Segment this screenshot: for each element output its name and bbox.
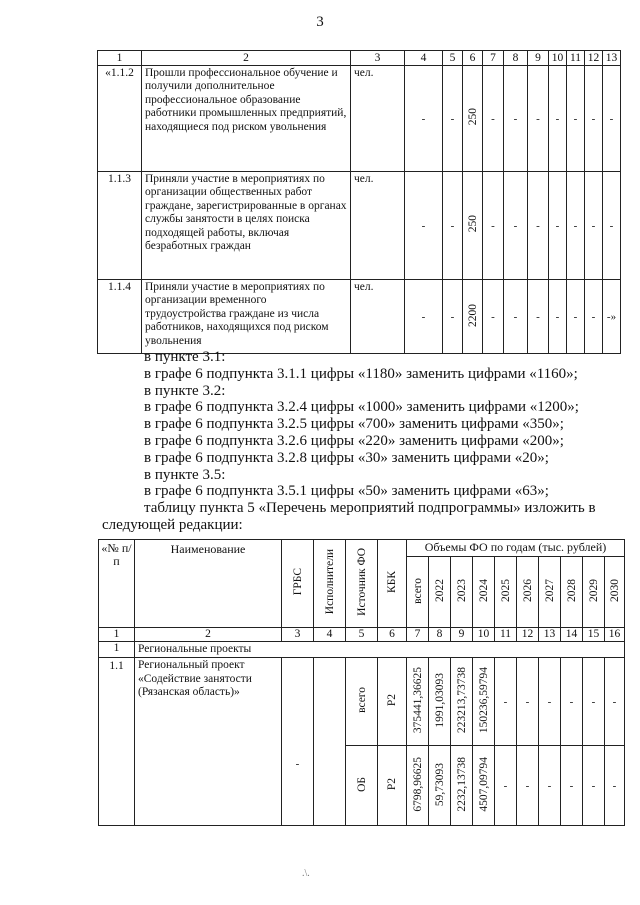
header-kbk: КБК [386,571,398,593]
column-number: 13 [603,51,621,66]
cell-value: - [603,172,621,280]
header-year: 2026 [521,579,534,602]
column-number: 1 [99,628,135,642]
header-year: всего [411,577,424,604]
column-number: 10 [473,628,495,642]
column-number: 6 [378,628,407,642]
column-number: 9 [451,628,473,642]
row-number: «1.1.2 [98,66,142,172]
unit: чел. [351,280,405,354]
row-number: 1.1 [99,658,135,826]
text-line: в графе 6 подпункта 3.2.6 цифры «220» заменить цифрами «200»; [144,432,564,449]
text-line: в графе 6 подпункта 3.2.8 цифры «30» заменить цифрами «20»; [144,449,549,466]
row-number: 1 [99,642,135,658]
header-year: 2029 [587,579,600,602]
cell-value: 250 [466,215,479,233]
header-executors: Исполнители [323,549,336,615]
table-row [99,642,625,658]
column-number: 12 [517,628,539,642]
column-number: 1 [98,51,142,66]
amount-2027: - [539,658,561,746]
amount-2030: - [605,746,625,826]
indicators-table [97,50,621,354]
cell-value: 250 [466,108,479,126]
page-number: 3 [316,14,324,30]
text-line: в пункте 3.2: [144,382,226,399]
table-row [98,280,621,354]
header-year: 2024 [477,579,490,602]
cell-value: - [585,280,603,354]
cell-value: - [528,280,549,354]
amount-total: 6798,96625 [411,757,424,812]
amount-2022: 59,73093 [433,762,446,806]
text-line: таблицу пункта 5 «Перечень мероприятий подпрограммы» изложить в [144,500,596,517]
cell-value: - [549,172,567,280]
cell-value: - [405,172,443,280]
cell-value: - [567,280,585,354]
cell-value: - [443,172,463,280]
cell-value: - [405,66,443,172]
cell-value: -» [603,280,621,354]
scan-mark: .\. [302,868,310,879]
measures-table [98,539,625,826]
column-number: 16 [605,628,625,642]
column-number: 4 [405,51,443,66]
source-value: ОБ [355,776,368,792]
unit: чел. [351,172,405,280]
amount-2024: 4507,09794 [477,757,490,812]
header-source: Источник ФО [355,548,368,616]
section-title: Региональные проекты [135,642,625,658]
text-line: в графе 6 подпункта 3.1.1 цифры «1180» заменить цифрами «1160»; [144,365,578,382]
table-row [99,658,625,746]
table-row [98,172,621,280]
amount-total: 375441,36625 [411,667,424,734]
project-name: Региональный проект «Содействие занятости (Рязанская область)» [135,658,282,826]
column-number: 6 [463,51,483,66]
amount-2023: 2232,13738 [455,757,468,812]
cell-value: - [443,66,463,172]
column-number: 5 [443,51,463,66]
cell-value: - [567,172,585,280]
column-number: 2 [142,51,351,66]
text-line: в графе 6 подпункта 3.5.1 цифры «50» заменить цифрами «63»; [144,483,549,500]
indicator-name: Приняли участие в мероприятиях по организации временного трудоустройства граждане из числа работников, находящихся под риском увольнения [142,280,351,354]
column-number: 11 [495,628,517,642]
column-number: 7 [483,51,504,66]
kbk-value: Р2 [386,778,398,791]
cell-value: - [549,280,567,354]
cell-value: - [483,280,504,354]
text-line: следующей редакции: [102,516,243,533]
amount-2025: - [495,658,517,746]
grbs-value: - [282,658,314,826]
cell-value: - [549,66,567,172]
cell-value: - [567,66,585,172]
header-year: 2022 [433,579,446,602]
unit: чел. [351,66,405,172]
header-volumes: Объемы ФО по годам (тыс. рублей) [407,540,625,557]
header-name: Наименование [135,540,282,628]
amount-2022: 1991,03093 [433,673,446,728]
column-number: 10 [549,51,567,66]
text-line: в графе 6 подпункта 3.2.5 цифры «700» заменить цифрами «350»; [144,416,564,433]
amount-2029: - [583,746,605,826]
column-number: 3 [351,51,405,66]
table-row [98,66,621,172]
indicator-name: Приняли участие в мероприятиях по организации общественных работ граждане, зарегистрированные в органах службы занятости в целях поиска подходящей работы, включая безработных граждан [142,172,351,280]
column-number: 5 [346,628,378,642]
cell-value: - [504,280,528,354]
text-line: в пункте 3.1: [144,349,226,365]
column-number: 14 [561,628,583,642]
amount-2026: - [517,746,539,826]
header-year: 2030 [608,579,621,602]
amount-2030: - [605,658,625,746]
amendment-text [102,349,622,534]
header-grbs: ГРБС [291,568,304,596]
cell-value: - [585,66,603,172]
kbk-value: Р2 [386,694,398,707]
column-number: 8 [429,628,451,642]
cell-value: - [603,66,621,172]
amount-2028: - [561,658,583,746]
amount-2024: 150236,59794 [477,667,490,734]
row-number: 1.1.4 [98,280,142,354]
cell-value: - [585,172,603,280]
row-number: 1.1.3 [98,172,142,280]
column-number: 3 [282,628,314,642]
column-numbers-row [99,628,625,642]
amount-2029: - [583,658,605,746]
text-line: в графе 6 подпункта 3.2.4 цифры «1000» заменить цифрами «1200»; [144,399,579,416]
header-num: «№ п/п [99,540,135,628]
cell-value: - [504,172,528,280]
column-number: 12 [585,51,603,66]
column-number: 7 [407,628,429,642]
header-year: 2027 [543,579,556,602]
cell-value: 2200 [466,303,479,327]
indicator-name: Прошли профессиональное обучение и получили дополнительное профессиональное образование работники промышленных предприятий, находящиеся под риском увольнения [142,66,351,172]
header-year: 2023 [455,579,468,602]
column-number: 9 [528,51,549,66]
table-header-row [98,51,621,66]
column-number: 13 [539,628,561,642]
cell-value: - [405,280,443,354]
amount-2028: - [561,746,583,826]
column-number: 8 [504,51,528,66]
header-year: 2025 [499,579,512,602]
amount-2025: - [495,746,517,826]
cell-value: - [528,66,549,172]
column-number: 2 [135,628,282,642]
cell-value: - [483,172,504,280]
cell-value: - [483,66,504,172]
amount-2023: 223213,73738 [455,667,468,734]
amount-2026: - [517,658,539,746]
source-value: всего [355,687,368,714]
column-number: 11 [567,51,585,66]
cell-value: - [443,280,463,354]
header-year: 2028 [565,579,578,602]
amount-2027: - [539,746,561,826]
cell-value: - [528,172,549,280]
cell-value: - [504,66,528,172]
column-number: 4 [314,628,346,642]
column-number: 15 [583,628,605,642]
text-line: в пункте 3.5: [144,466,226,483]
